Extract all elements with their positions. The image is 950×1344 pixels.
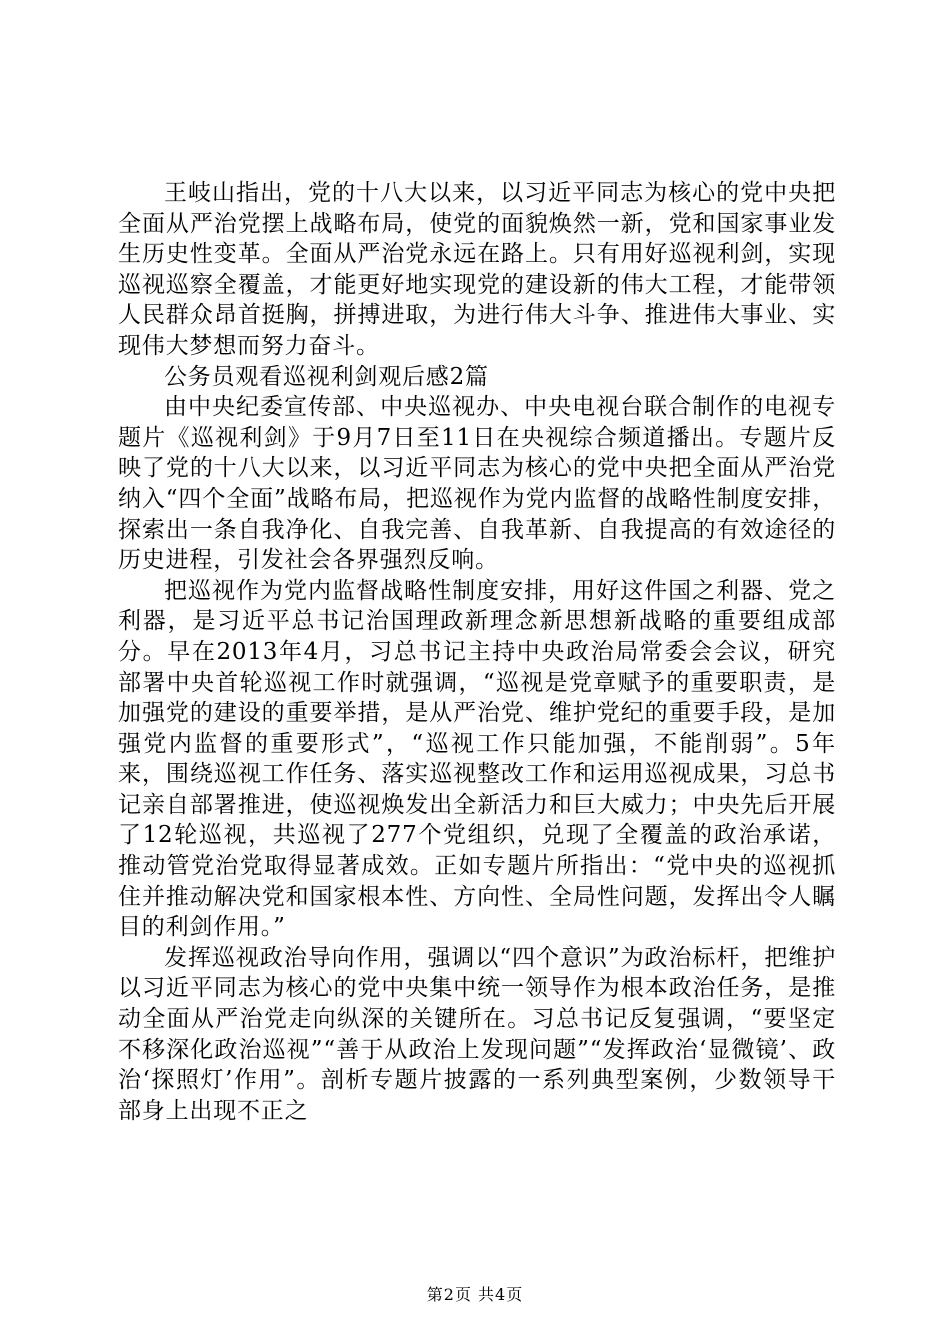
document-body bbox=[118, 178, 836, 1126]
paragraph-4: 发挥巡视政治导向作用，强调以“四个意识”为政治标杆，把维护以习近平同志为核心的党中央集中统一领导作为根本政治任务，是推动全面从严治党走向纵深的关键所在。习总书记反复强调，“要坚定不移深化政治巡视”“善于从政治上发现问题”“发挥政治‘显微镜’、政治‘探照灯’作用”。剖析专题片披露的一系列典型案例，少数领导干部身上出现不正之 bbox=[118, 944, 836, 1124]
paragraph-1: 王岐山指出，党的十八大以来，以习近平同志为核心的党中央把全面从严治党摆上战略布局，使党的面貌焕然一新，党和国家事业发生历史性变革。全面从严治党永远在路上。只有用好巡视利剑，实现巡视巡察全覆盖，才能更好地实现党的建设新的伟大工程，才能带领人民群众昂首挺胸，拼搏进取，为进行伟大斗争、推进伟大事业、实现伟大梦想而努力奋斗。 bbox=[118, 180, 836, 359]
page-number-footer: 第2页 共4页 bbox=[426, 1285, 524, 1304]
paragraph-2: 由中央纪委宣传部、中央巡视办、中央电视台联合制作的电视专题片《巡视利剑》于9月7日至11日在央视综合频道播出。专题片反映了党的十八大以来，以习近平同志为核心的党中央把全面从严治党纳入“四个全面”战略布局，把巡视作为党内监督的战略性制度安排，探索出一条自我净化、自我完善、自我革新、自我提高的有效途径的历史进程，引发社会各界强烈反响。 bbox=[118, 394, 836, 574]
paragraph-3: 把巡视作为党内监督战略性制度安排，用好这件国之利器、党之利器，是习近平总书记治国理政新理念新思想新战略的重要组成部分。早在2013年4月，习总书记主持中央政治局常委会会议，研究部署中央首轮巡视工作时就强调，“巡视是党章赋予的重要职责，是加强党的建设的重要举措，是从严治党、维护党纪的重要手段，是加强党内监督的重要形式”，“巡视工作只能加强，不能削弱”。5年来，围绕巡视工作任务、落实巡视整改工作和运用巡视成果，习总书记亲自部署推进，使巡视焕发出全新活力和巨大威力；中央先后开展了12轮巡视，共巡视了277个党组织，兑现了全覆盖的政治承诺，推动管党治党取得显著成效。正如专题片所指出：“党中央的巡视抓住并推动解决党和国家根本性、方向性、全局性问题，发挥出令人瞩目的利剑作用。” bbox=[118, 577, 836, 941]
article-title: 公务员观看巡视利剑观后感2篇 bbox=[164, 363, 489, 390]
